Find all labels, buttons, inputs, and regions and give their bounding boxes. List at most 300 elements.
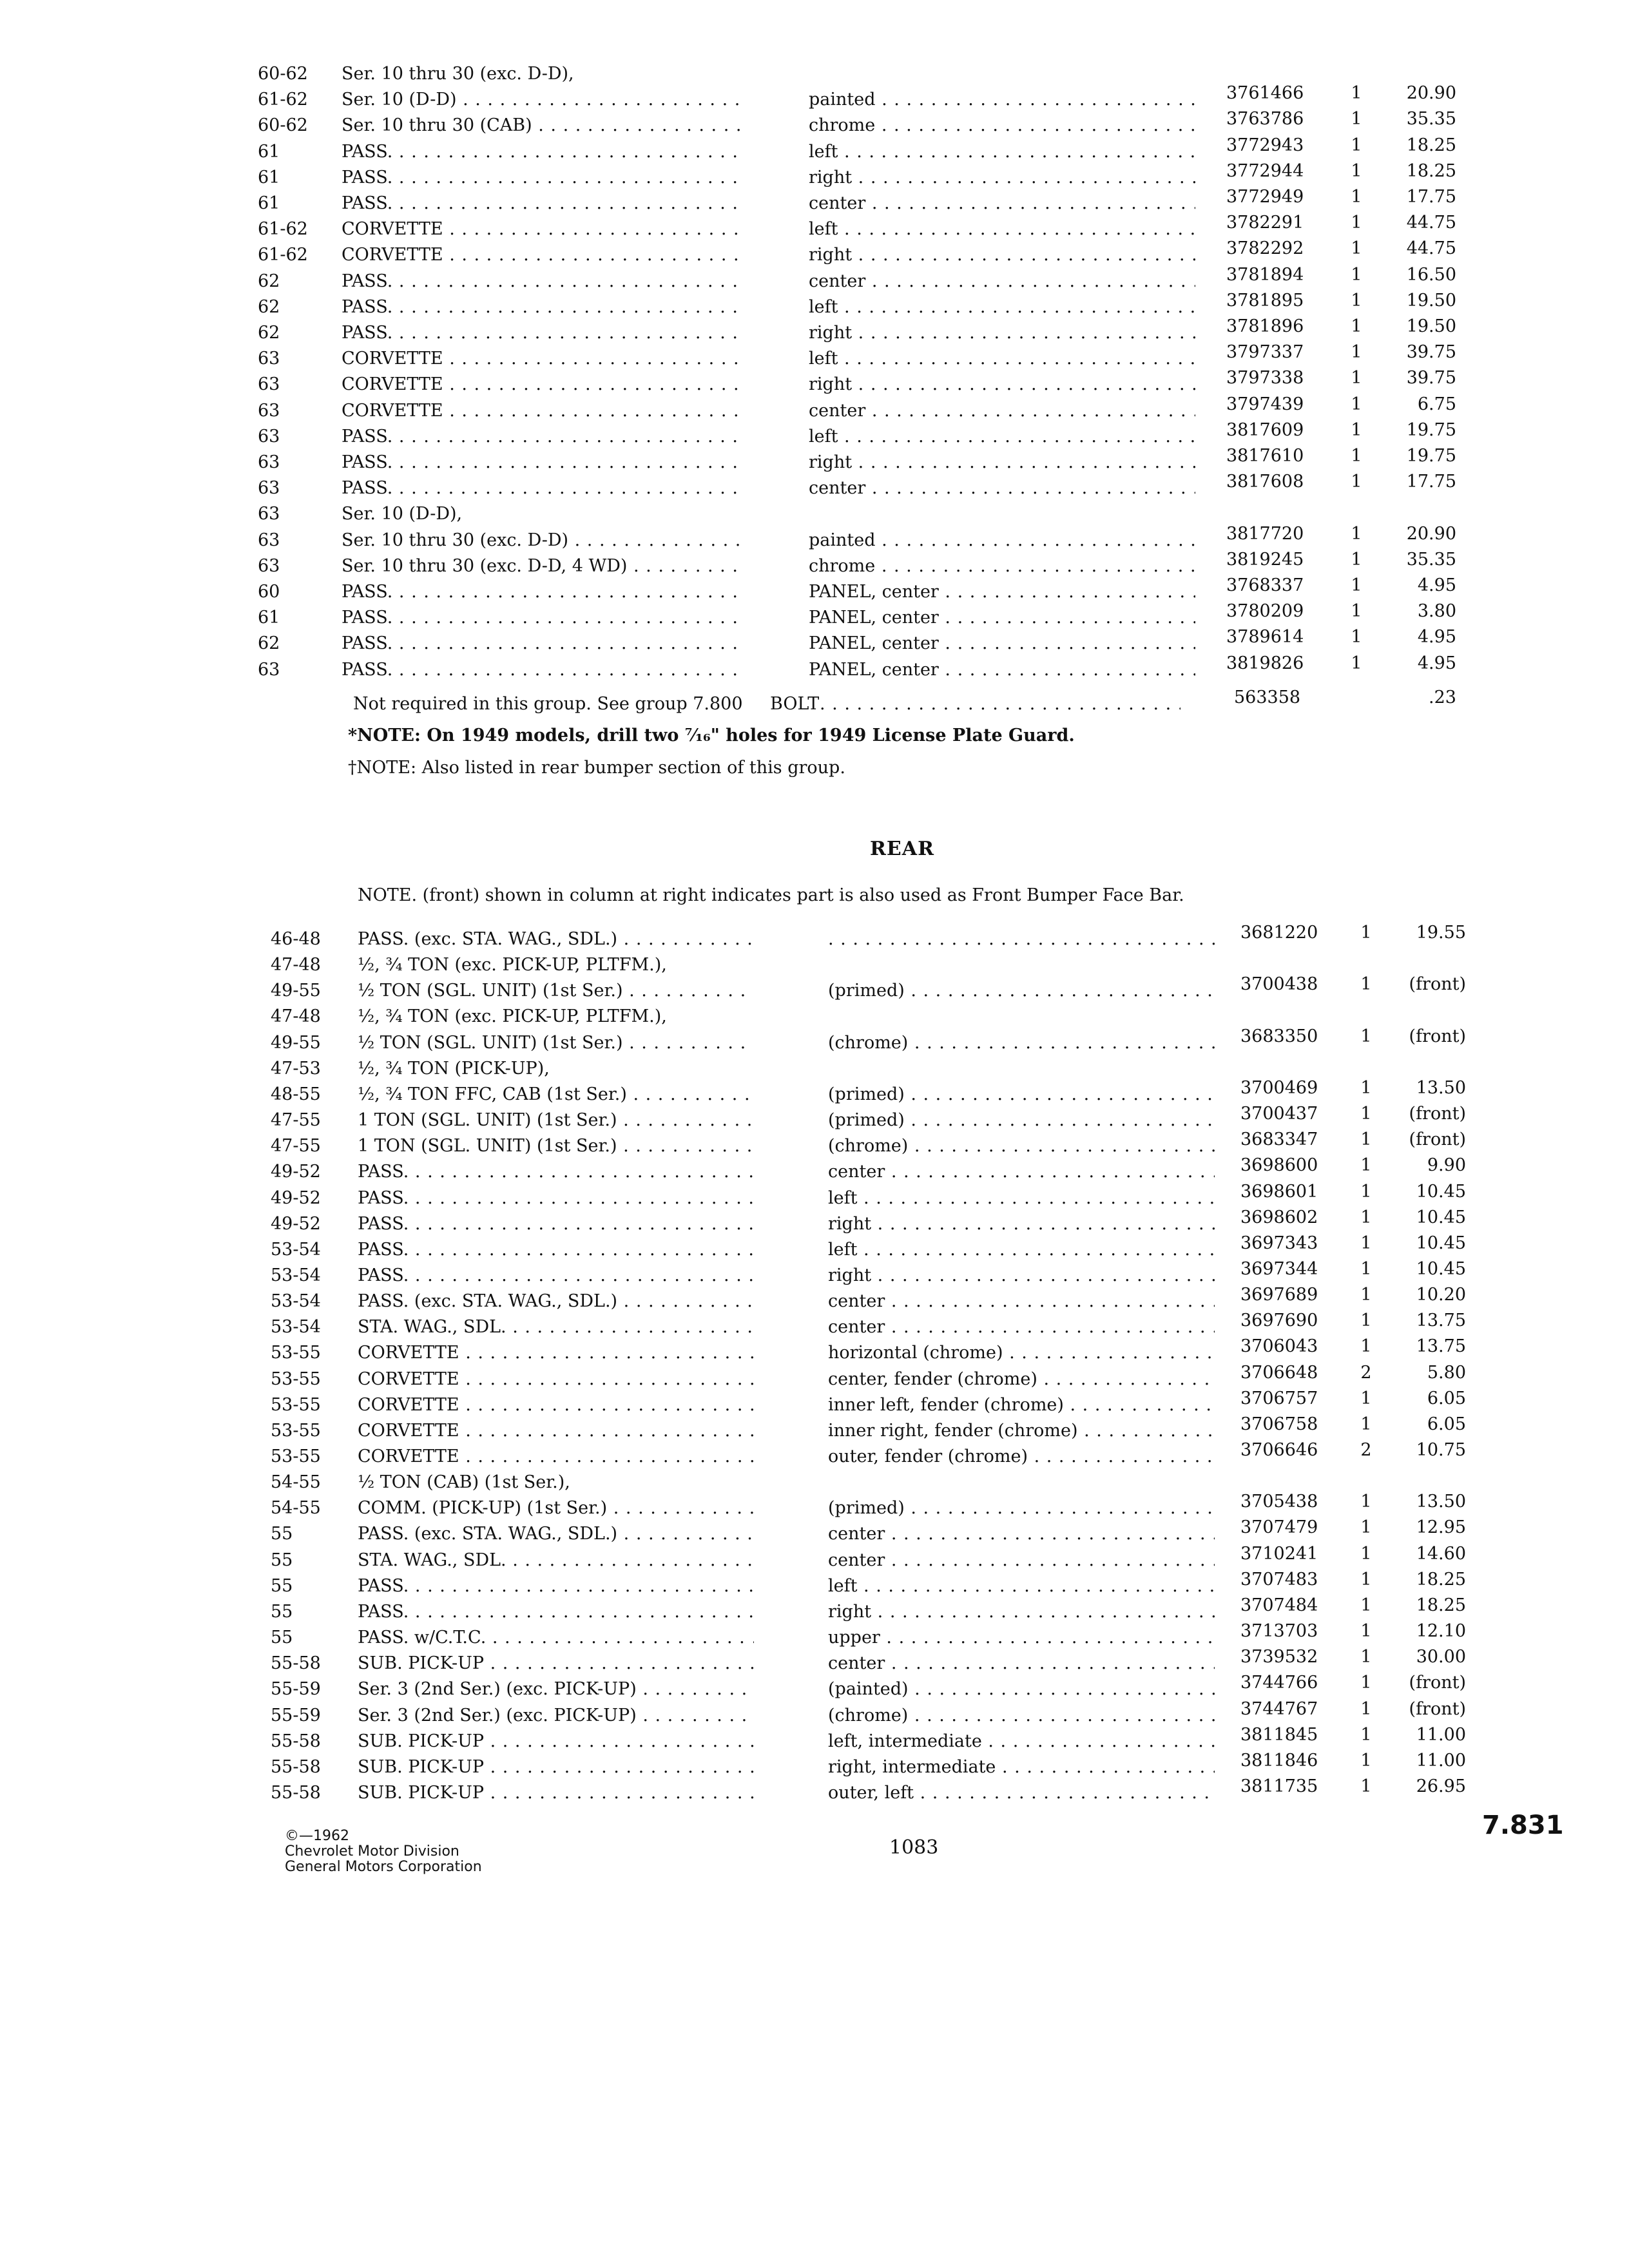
quantity-cell: 1	[1360, 1776, 1372, 1796]
price-cell: (front)	[1409, 1673, 1466, 1693]
price-cell: 6.05	[1427, 1414, 1466, 1434]
description-cell: (painted) . . .	[828, 1677, 1215, 1702]
year-cell: 63	[258, 478, 280, 499]
model-cell: Ser. 10 (D-D),	[342, 504, 463, 524]
quantity-cell: 1	[1360, 1388, 1372, 1408]
year-cell: 54-55	[271, 1498, 321, 1519]
part-number-cell: 3811845	[1240, 1724, 1318, 1745]
model-cell: PASS. . . .	[342, 605, 741, 631]
part-number-cell: 3780209	[1226, 601, 1304, 622]
year-cell: 47-53	[271, 1058, 321, 1079]
quantity-cell: 1	[1351, 394, 1362, 414]
price-cell: 44.75	[1406, 238, 1456, 259]
description-cell: left . . .	[828, 1573, 1215, 1599]
year-cell: 49-55	[271, 1032, 321, 1053]
price-cell: 4.95	[1417, 653, 1456, 673]
part-number-cell: 3781894	[1226, 264, 1304, 285]
quantity-cell: 1	[1351, 290, 1362, 311]
price-cell: 20.90	[1406, 523, 1456, 544]
quantity-cell: 1	[1351, 187, 1362, 207]
price-cell: 10.45	[1416, 1258, 1466, 1279]
model-cell: PASS. . . .	[342, 294, 741, 320]
price-cell: 12.10	[1416, 1621, 1466, 1642]
price-cell: 20.90	[1406, 83, 1456, 104]
quantity-cell: 1	[1360, 1414, 1372, 1434]
model-cell: SUB. PICK-UP . . .	[358, 1651, 754, 1677]
model-cell: CORVETTE . . .	[342, 372, 741, 398]
year-cell: 60	[258, 582, 280, 602]
price-cell: 44.75	[1406, 213, 1456, 233]
year-cell: 47-55	[271, 1136, 321, 1157]
table-row	[0, 1026, 1629, 1056]
year-cell: 63	[258, 504, 280, 524]
table-row	[0, 1440, 1629, 1470]
part-number-cell: 3713703	[1240, 1621, 1318, 1642]
quantity-cell: 1	[1351, 83, 1362, 104]
description-cell: center . . .	[828, 1521, 1215, 1547]
part-number-cell: 3707484	[1240, 1595, 1318, 1615]
part-number-cell: 3698601	[1240, 1181, 1318, 1202]
model-cell: CORVETTE . . .	[358, 1392, 754, 1418]
part-number-cell: 3698600	[1240, 1155, 1318, 1176]
year-cell: 63	[258, 349, 280, 369]
price-cell: 6.05	[1427, 1388, 1466, 1408]
quantity-cell: 1	[1360, 1155, 1372, 1176]
model-cell: PASS. . . .	[342, 657, 741, 683]
part-number-cell: 3698602	[1240, 1207, 1318, 1227]
year-cell: 55-58	[271, 1782, 321, 1803]
model-cell: PASS. . . .	[342, 320, 741, 346]
price-cell: 18.25	[1406, 160, 1456, 181]
year-cell: 60-62	[258, 115, 308, 136]
description-cell: (chrome) . . .	[828, 1030, 1215, 1056]
price-cell: (front)	[1409, 1104, 1466, 1124]
part-number-cell: 3683350	[1240, 1026, 1318, 1046]
part-number-cell: 3819826	[1226, 653, 1304, 673]
model-cell: Ser. 10 thru 30 (exc. D-D, 4 WD) . . .	[342, 553, 741, 579]
description-cell	[828, 927, 1215, 952]
quantity-cell: 1	[1351, 342, 1362, 363]
model-cell: STA. WAG., SDL. . . .	[358, 1314, 754, 1340]
description-cell: center . . .	[828, 1651, 1215, 1677]
description-cell: center . . .	[828, 1289, 1215, 1314]
price-cell: 13.50	[1416, 1492, 1466, 1512]
price-cell: (front)	[1409, 1129, 1466, 1150]
quantity-cell: 1	[1360, 1543, 1372, 1564]
description-cell: painted . . .	[809, 528, 1195, 553]
price-cell: 14.60	[1416, 1543, 1466, 1564]
year-cell: 54-55	[271, 1472, 321, 1493]
quantity-cell: 1	[1351, 472, 1362, 492]
note-rear-bumper: †NOTE: Also listed in rear bumper section of this group.	[348, 758, 845, 778]
model-cell: Ser. 10 thru 30 (exc. D-D),	[342, 64, 574, 84]
model-cell: CORVETTE . . .	[342, 242, 741, 268]
model-cell: PASS. . . .	[342, 191, 741, 216]
quantity-cell: 1	[1351, 419, 1362, 440]
description-cell: left . . .	[809, 216, 1195, 242]
description-cell: PANEL, center . . .	[809, 657, 1195, 683]
description-cell: (chrome) . . .	[828, 1133, 1215, 1159]
description-cell: center, fender (chrome) . . .	[828, 1367, 1215, 1392]
description-cell: right . . .	[828, 1263, 1215, 1289]
quantity-cell: 1	[1351, 368, 1362, 389]
quantity-cell: 1	[1360, 1311, 1372, 1331]
description-cell: outer, fender (chrome) . . .	[828, 1444, 1215, 1470]
description-cell: (primed) . . .	[828, 1495, 1215, 1521]
bolt-price: .23	[1429, 687, 1456, 707]
model-cell: COMM. (PICK-UP) (1st Ser.) . . .	[358, 1495, 754, 1521]
bolt-leader-dots	[820, 691, 1181, 717]
quantity-cell: 1	[1351, 316, 1362, 336]
price-cell: 10.45	[1416, 1181, 1466, 1202]
quantity-cell: 1	[1351, 238, 1362, 259]
table-row	[0, 974, 1629, 1004]
price-cell: (front)	[1409, 1698, 1466, 1719]
description-cell: right . . .	[809, 450, 1195, 476]
price-cell: 13.75	[1416, 1311, 1466, 1331]
model-cell: Ser. 3 (2nd Ser.) (exc. PICK-UP) . . .	[358, 1703, 754, 1729]
description-cell: left . . .	[809, 346, 1195, 372]
description-cell: center . . .	[828, 1314, 1215, 1340]
model-cell: SUB. PICK-UP . . .	[358, 1780, 754, 1806]
year-cell: 53-55	[271, 1369, 321, 1389]
model-cell: ½, ¾ TON FFC, CAB (1st Ser.) . . .	[358, 1082, 754, 1108]
quantity-cell: 1	[1360, 1104, 1372, 1124]
part-number-cell: 3817608	[1226, 472, 1304, 492]
part-number-cell: 3706646	[1240, 1440, 1318, 1460]
part-number-cell: 3700437	[1240, 1104, 1318, 1124]
price-cell: 19.50	[1406, 316, 1456, 336]
price-cell: 11.00	[1416, 1750, 1466, 1771]
quantity-cell: 1	[1360, 1336, 1372, 1357]
quantity-cell: 1	[1360, 1258, 1372, 1279]
model-cell: PASS. (exc. STA. WAG., SDL.) . . .	[358, 1521, 754, 1547]
description-cell: left . . .	[809, 294, 1195, 320]
price-cell: 39.75	[1406, 368, 1456, 389]
year-cell: 61-62	[258, 245, 308, 265]
description-cell: chrome . . .	[809, 553, 1195, 579]
quantity-cell: 1	[1351, 601, 1362, 622]
quantity-cell: 1	[1360, 1492, 1372, 1512]
price-cell: 19.50	[1406, 290, 1456, 311]
model-cell: ½, ¾ TON (exc. PICK-UP, PLTFM.),	[358, 955, 667, 975]
quantity-cell: 1	[1360, 923, 1372, 943]
description-cell: right . . .	[809, 372, 1195, 398]
model-cell: PASS. . . .	[358, 1237, 754, 1263]
description-cell: outer, left . . .	[828, 1780, 1215, 1806]
model-cell: Ser. 3 (2nd Ser.) (exc. PICK-UP) . . .	[358, 1677, 754, 1702]
quantity-cell: 1	[1360, 1698, 1372, 1719]
bolt-description: BOLT	[770, 694, 820, 714]
description-cell: right . . .	[828, 1599, 1215, 1625]
quantity-cell: 1	[1351, 446, 1362, 466]
model-cell: CORVETTE . . .	[358, 1418, 754, 1444]
description-cell: left . . .	[809, 424, 1195, 450]
rear-section-heading: REAR	[870, 838, 935, 860]
year-cell: 61	[258, 193, 280, 213]
model-cell: PASS. . . .	[342, 476, 741, 501]
price-cell: 5.80	[1427, 1362, 1466, 1383]
year-cell: 62	[258, 323, 280, 343]
description-cell: left, intermediate . . .	[828, 1729, 1215, 1754]
year-cell: 47-55	[271, 1110, 321, 1131]
year-cell: 47-48	[271, 955, 321, 975]
table-row	[0, 923, 1629, 952]
year-cell: 46-48	[271, 929, 321, 949]
description-cell: (primed) . . .	[828, 1108, 1215, 1133]
description-cell: center . . .	[809, 476, 1195, 501]
model-cell: Ser. 10 (D-D) . . .	[342, 87, 741, 113]
table-row	[0, 653, 1629, 683]
model-cell: ½, ¾ TON (exc. PICK-UP, PLTFM.),	[358, 1006, 667, 1027]
price-cell: 13.50	[1416, 1077, 1466, 1098]
year-cell: 55-59	[271, 1679, 321, 1700]
part-number-cell: 3772944	[1226, 160, 1304, 181]
price-cell: 19.75	[1406, 419, 1456, 440]
copyright-line: General Motors Corporation	[285, 1859, 482, 1875]
model-cell: CORVETTE . . .	[358, 1367, 754, 1392]
year-cell: 53-54	[271, 1239, 321, 1260]
part-number-cell: 3697344	[1240, 1258, 1318, 1279]
part-number-cell: 3819245	[1226, 549, 1304, 570]
price-cell: 26.95	[1416, 1776, 1466, 1796]
quantity-cell: 1	[1360, 1077, 1372, 1098]
price-cell: 10.45	[1416, 1233, 1466, 1253]
model-cell: SUB. PICK-UP . . .	[358, 1729, 754, 1754]
price-cell: 10.20	[1416, 1285, 1466, 1305]
quantity-cell: 1	[1351, 160, 1362, 181]
part-number-cell: 3781895	[1226, 290, 1304, 311]
part-number-cell: 3772943	[1226, 135, 1304, 155]
model-cell: PASS. . . .	[342, 450, 741, 476]
description-cell: PANEL, center . . .	[809, 631, 1195, 657]
year-cell: 53-54	[271, 1317, 321, 1338]
quantity-cell: 1	[1360, 1207, 1372, 1227]
quantity-cell: 1	[1360, 1129, 1372, 1150]
description-cell: right . . .	[809, 165, 1195, 191]
price-cell: 19.75	[1406, 446, 1456, 466]
table-row	[0, 472, 1629, 501]
quantity-cell: 2	[1360, 1362, 1372, 1383]
price-cell: 19.55	[1416, 923, 1466, 943]
part-number-cell: 3817609	[1226, 419, 1304, 440]
description-cell: inner left, fender (chrome) . . .	[828, 1392, 1215, 1418]
description-cell: center . . .	[828, 1159, 1215, 1185]
description-cell: right . . .	[809, 320, 1195, 346]
quantity-cell: 1	[1360, 1750, 1372, 1771]
model-cell: 1 TON (SGL. UNIT) (1st Ser.) . . .	[358, 1133, 754, 1159]
year-cell: 62	[258, 633, 280, 654]
model-cell: CORVETTE . . .	[358, 1340, 754, 1366]
part-number-cell: 3739532	[1240, 1647, 1318, 1667]
part-number-cell: 3772949	[1226, 187, 1304, 207]
model-cell: CORVETTE . . .	[342, 346, 741, 372]
price-cell: 17.75	[1406, 472, 1456, 492]
year-cell: 53-54	[271, 1291, 321, 1312]
price-cell: 4.95	[1417, 575, 1456, 595]
quantity-cell: 1	[1351, 653, 1362, 673]
price-cell: 17.75	[1406, 187, 1456, 207]
year-cell: 49-52	[271, 1162, 321, 1182]
model-cell: PASS. . . .	[358, 1573, 754, 1599]
year-cell: 49-52	[271, 1187, 321, 1208]
price-cell: 18.25	[1416, 1569, 1466, 1590]
price-cell: 35.35	[1406, 109, 1456, 130]
model-cell: ½ TON (SGL. UNIT) (1st Ser.) . . .	[358, 978, 754, 1004]
model-cell: PASS. . . .	[358, 1159, 754, 1185]
rear-front-note: NOTE. (front) shown in column at right indicates part is also used as Front Bumper Face Bar.	[358, 885, 1184, 905]
price-cell: 39.75	[1406, 342, 1456, 363]
quantity-cell: 1	[1351, 213, 1362, 233]
quantity-cell: 1	[1351, 523, 1362, 544]
quantity-cell: 1	[1351, 627, 1362, 648]
description-cell: (primed) . . .	[828, 978, 1215, 1004]
price-cell: 3.80	[1417, 601, 1456, 622]
quantity-cell: 1	[1360, 1673, 1372, 1693]
year-cell: 48-55	[271, 1084, 321, 1104]
quantity-cell: 1	[1360, 1026, 1372, 1046]
description-cell: painted . . .	[809, 87, 1195, 113]
part-number-cell: 3763786	[1226, 109, 1304, 130]
description-cell: right . . .	[809, 242, 1195, 268]
part-number-cell: 3706043	[1240, 1336, 1318, 1357]
model-cell: 1 TON (SGL. UNIT) (1st Ser.) . . .	[358, 1108, 754, 1133]
part-number-cell: 3781896	[1226, 316, 1304, 336]
part-number-cell: 3683347	[1240, 1129, 1318, 1150]
price-cell: 6.75	[1417, 394, 1456, 414]
model-cell: PASS. . . .	[358, 1211, 754, 1237]
quantity-cell: 1	[1360, 1285, 1372, 1305]
part-number-cell: 3782292	[1226, 238, 1304, 259]
year-cell: 53-55	[271, 1446, 321, 1466]
year-cell: 63	[258, 426, 280, 447]
part-number-cell: 3706757	[1240, 1388, 1318, 1408]
description-cell: center . . .	[809, 191, 1195, 216]
model-cell: CORVETTE . . .	[358, 1444, 754, 1470]
part-number-cell: 3744766	[1240, 1673, 1318, 1693]
copyright-line: ©—1962	[285, 1828, 349, 1844]
model-cell: STA. WAG., SDL. . . .	[358, 1548, 754, 1573]
year-cell: 55	[271, 1524, 293, 1544]
year-cell: 53-54	[271, 1265, 321, 1285]
model-cell: PASS. (exc. STA. WAG., SDL.) . . .	[358, 927, 754, 952]
part-number-cell: 3697690	[1240, 1311, 1318, 1331]
quantity-cell: 1	[1351, 549, 1362, 570]
quantity-cell: 1	[1351, 575, 1362, 595]
year-cell: 61-62	[258, 90, 308, 110]
model-cell: PASS. . . .	[358, 1599, 754, 1625]
part-number-cell: 3705438	[1240, 1492, 1318, 1512]
year-cell: 55	[271, 1628, 293, 1648]
description-cell: left . . .	[809, 139, 1195, 165]
year-cell: 55	[271, 1575, 293, 1596]
description-cell: right, intermediate . . .	[828, 1754, 1215, 1780]
quantity-cell: 1	[1360, 974, 1372, 995]
model-cell: PASS. . . .	[342, 631, 741, 657]
model-cell: PASS. . . .	[342, 165, 741, 191]
description-cell: PANEL, center . . .	[809, 579, 1195, 605]
part-number-cell: 3811846	[1240, 1750, 1318, 1771]
quantity-cell: 2	[1360, 1440, 1372, 1460]
model-cell: ½ TON (SGL. UNIT) (1st Ser.) . . .	[358, 1030, 754, 1056]
price-cell: 30.00	[1416, 1647, 1466, 1667]
price-cell: 12.95	[1416, 1517, 1466, 1538]
description-cell: chrome . . .	[809, 113, 1195, 139]
table-row	[0, 1776, 1629, 1806]
year-cell: 53-55	[271, 1394, 321, 1415]
part-number-cell: 3797439	[1226, 394, 1304, 414]
model-cell: Ser. 10 thru 30 (exc. D-D) . . .	[342, 528, 741, 553]
year-cell: 63	[258, 530, 280, 550]
price-cell: 16.50	[1406, 264, 1456, 285]
year-cell: 55-59	[271, 1705, 321, 1725]
description-cell: PANEL, center . . .	[809, 605, 1195, 631]
year-cell: 49-55	[271, 981, 321, 1001]
part-number-cell: 3811735	[1240, 1776, 1318, 1796]
description-cell: horizontal (chrome) . . .	[828, 1340, 1215, 1366]
year-cell: 55	[271, 1601, 293, 1622]
quantity-cell: 1	[1360, 1517, 1372, 1538]
model-cell: CORVETTE . . .	[342, 216, 741, 242]
model-cell: PASS. . . .	[358, 1186, 754, 1211]
year-cell: 60-62	[258, 64, 308, 84]
year-cell: 61-62	[258, 219, 308, 240]
year-cell: 62	[258, 296, 280, 317]
price-cell: (front)	[1409, 974, 1466, 995]
year-cell: 62	[258, 271, 280, 291]
quantity-cell: 1	[1351, 264, 1362, 285]
year-cell: 53-55	[271, 1420, 321, 1441]
year-cell: 63	[258, 400, 280, 421]
part-number-cell: 3681220	[1240, 923, 1318, 943]
year-cell: 55-58	[271, 1756, 321, 1777]
part-number-cell: 3797337	[1226, 342, 1304, 363]
part-number-cell: 3700438	[1240, 974, 1318, 995]
quantity-cell: 1	[1351, 109, 1362, 130]
model-cell: PASS. . . .	[342, 139, 741, 165]
part-number-cell: 3768337	[1226, 575, 1304, 595]
year-cell: 55-58	[271, 1653, 321, 1674]
quantity-cell: 1	[1360, 1595, 1372, 1615]
copyright-line: Chevrolet Motor Division	[285, 1843, 459, 1860]
section-number: 7.831	[1482, 1811, 1564, 1840]
year-cell: 63	[258, 555, 280, 576]
bolt-part-number: 563358	[1234, 687, 1301, 707]
model-cell: PASS. (exc. STA. WAG., SDL.) . . .	[358, 1289, 754, 1314]
year-cell: 63	[258, 659, 280, 680]
quantity-cell: 1	[1351, 135, 1362, 155]
year-cell: 61	[258, 167, 280, 187]
year-cell: 63	[258, 452, 280, 472]
model-cell: PASS. . . .	[342, 579, 741, 605]
description-cell: (primed) . . .	[828, 1082, 1215, 1108]
quantity-cell: 1	[1360, 1724, 1372, 1745]
price-cell: (front)	[1409, 1026, 1466, 1046]
price-cell: 9.90	[1427, 1155, 1466, 1176]
year-cell: 55	[271, 1550, 293, 1570]
quantity-cell: 1	[1360, 1621, 1372, 1642]
year-cell: 63	[258, 374, 280, 395]
part-number-cell: 3706648	[1240, 1362, 1318, 1383]
description-cell: left . . .	[828, 1237, 1215, 1263]
description-cell: inner right, fender (chrome) . . .	[828, 1418, 1215, 1444]
model-cell: SUB. PICK-UP . . .	[358, 1754, 754, 1780]
model-cell: PASS. w/C.T.C. . . .	[358, 1625, 754, 1651]
price-cell: 13.75	[1416, 1336, 1466, 1357]
model-cell: ½ TON (CAB) (1st Ser.),	[358, 1472, 570, 1493]
year-cell: 53-55	[271, 1343, 321, 1363]
description-cell: center . . .	[809, 398, 1195, 424]
